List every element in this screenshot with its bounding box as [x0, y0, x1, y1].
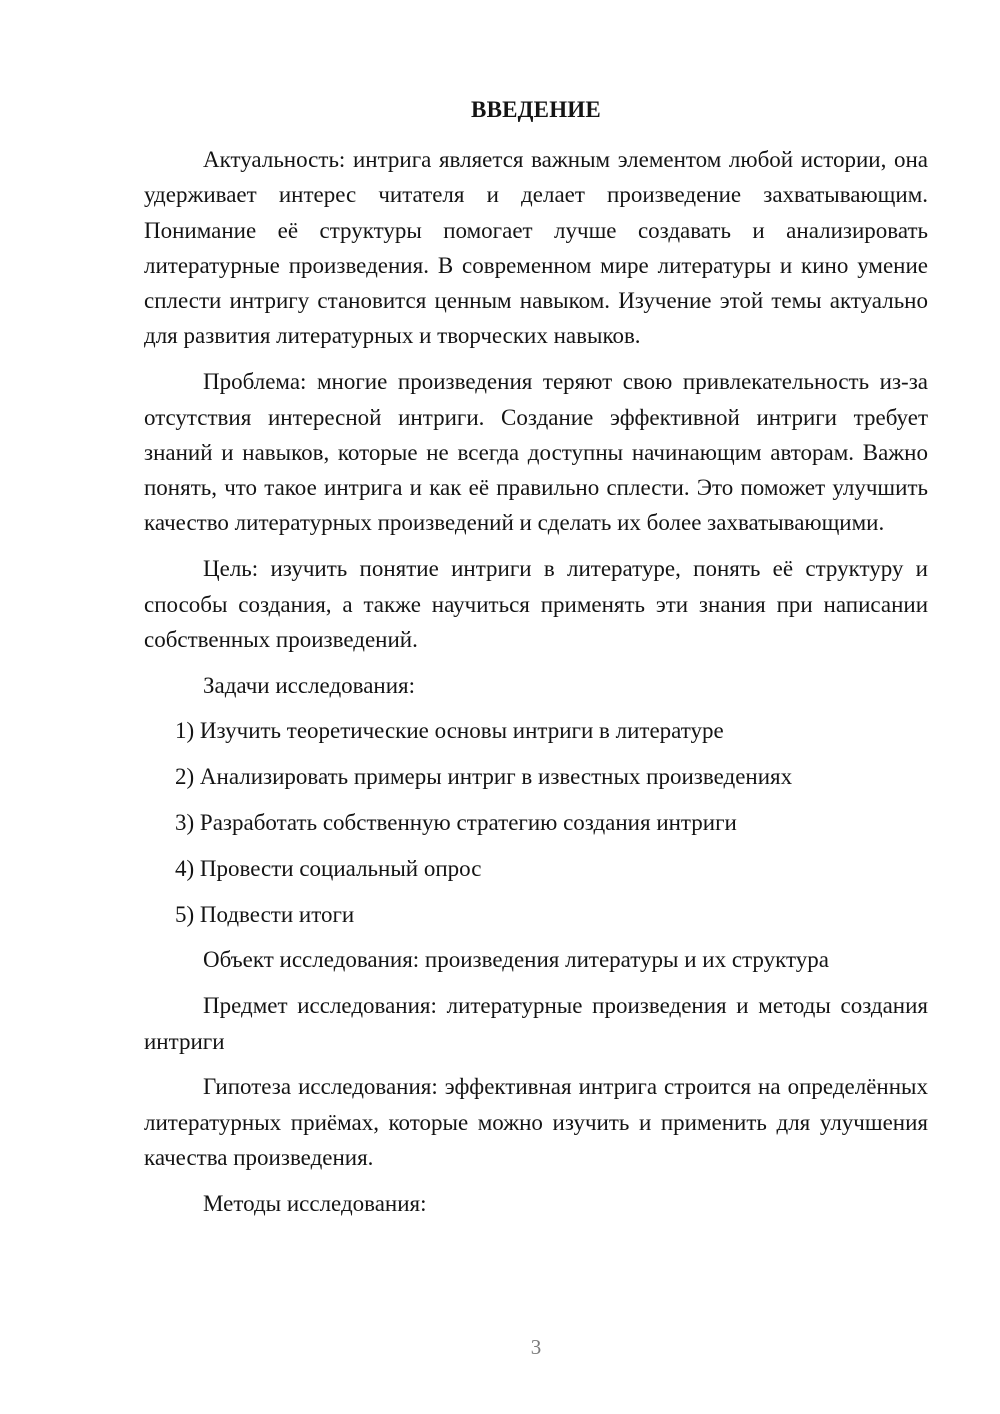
- document-body: [144, 142, 928, 1232]
- page-number: 3: [530, 1335, 542, 1359]
- problem-paragraph: Проблема: многие произведения теряют свою привлекательность из-за отсутствия интересной интриги. Создание эффективной интриги требует знаний и навыков, которые не всегда доступны начинающим авторам. Важно понять, что такое интрига и как её правильно сплести. Это поможет улучшить качество литературных произведений и сделать их более захватывающими.: [144, 369, 928, 536]
- task-item: 4) Провести социальный опрос: [175, 855, 482, 881]
- task-item: 2) Анализировать примеры интриг в известных произведениях: [175, 764, 793, 790]
- goal-paragraph: Цель: изучить понятие интриги в литературе, понять её структуру и способы создания, а также научиться применять эти знания при написании собственных произведений.: [144, 556, 928, 652]
- subject-paragraph: Предмет исследования: литературные произведения и методы создания интриги: [144, 993, 928, 1054]
- relevance-paragraph: Актуальность: интрига является важным элементом любой истории, она удерживает интерес читателя и делает произведение захватывающим. Понимание её структуры помогает лучше создавать и анализировать литературные произведения. В современном мире литературы и кино умение сплести интригу становится ценным навыком. Изучение этой темы актуально для развития литературных и творческих навыков.: [144, 147, 928, 349]
- hypothesis-paragraph: Гипотеза исследования: эффективная интрига строится на определённых литературных приёмах, которые можно изучить и применить для улучшения качества произведения.: [144, 1074, 928, 1170]
- object-paragraph: Объект исследования: произведения литературы и их структура: [203, 947, 829, 973]
- tasks-title: Задачи исследования:: [203, 672, 416, 698]
- task-item: 3) Разработать собственную стратегию создания интриги: [175, 810, 737, 836]
- task-item: 1) Изучить теоретические основы интриги в литературе: [175, 718, 724, 744]
- methods-paragraph: Методы исследования:: [203, 1190, 427, 1216]
- section-heading: ВВЕДЕНИЕ: [471, 97, 601, 122]
- task-item: 5) Подвести итоги: [175, 901, 355, 927]
